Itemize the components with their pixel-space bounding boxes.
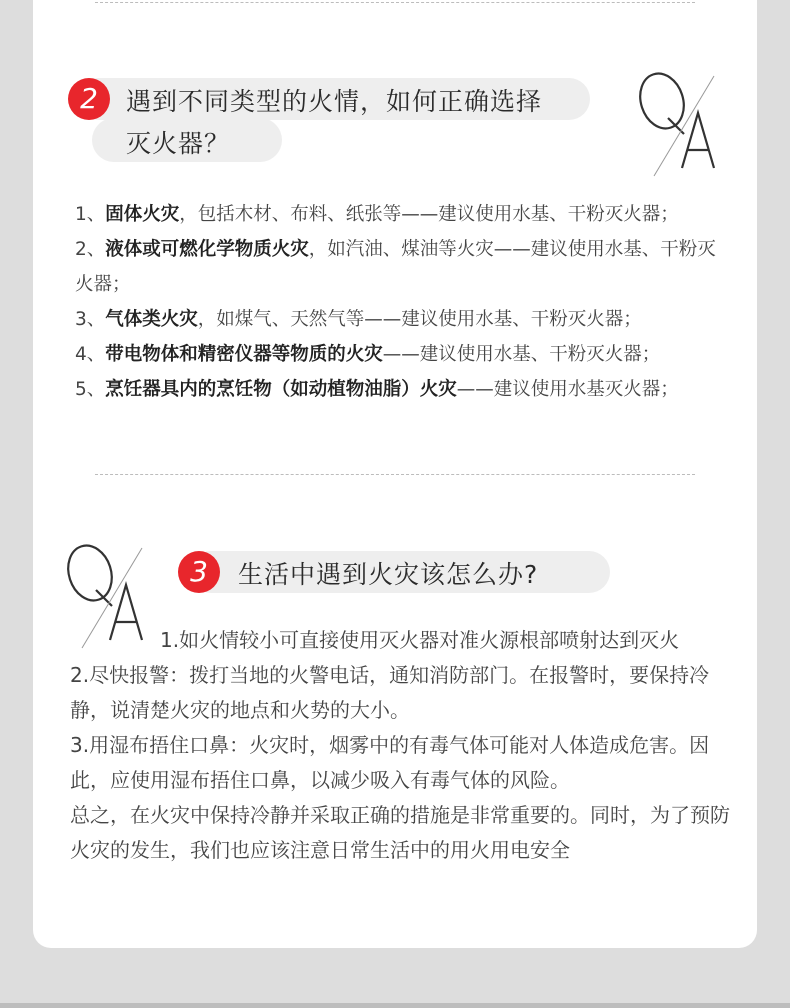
qa-icon [632,68,732,178]
q3-answer-para3: 3.用湿布捂住口鼻：火灾时，烟雾中的有毒气体可能对人体造成危害。因此，应使用湿布捂住口鼻，以减少吸入有毒气体的风险。 [70,733,710,792]
list-item: 1、固体火灾，包括木材、布料、纸张等——建议使用水基、干粉灭火器； [75,204,679,225]
q2-number-badge: 2 [68,78,110,120]
list-item: 4、带电物体和精密仪器等物质的火灾——建议使用水基、干粉灭火器； [75,344,661,365]
divider-top [95,2,695,3]
list-item: 3、气体类火灾，如煤气、天然气等——建议使用水基、干粉灭火器； [75,309,642,330]
q2-extinguisher-list [75,197,725,407]
q3-number-badge: 3 [178,551,220,593]
q3-answer-para2: 2.尽快报警：拨打当地的火警电话，通知消防部门。在报警时，要保持冷静，说清楚火灾的地点和火势的大小。 [70,663,710,722]
q2-title-line2: 灭火器？ [126,129,231,158]
q3-title: 生活中遇到火灾该怎么办? [238,560,539,589]
qa-icon [60,540,160,650]
page-bottom-border [0,1003,790,1008]
divider-middle [95,474,695,475]
q3-answer-summary: 总之，在火灾中保持冷静并采取正确的措施是非常重要的。同时，为了预防火灾的发生，我们也应该注意日常生活中的用火用电安全 [70,803,730,862]
q3-answer-line1: 1.如火情较小可直接使用灭火器对准火源根部喷射达到灭火 [160,628,680,652]
list-item: 2、液体或可燃化学物质火灾，如汽油、煤油等火灾——建议使用水基、干粉灭火器； [75,239,716,295]
q2-title-line1: 遇到不同类型的火情，如何正确选择 [126,87,543,116]
list-item: 5、烹饪器具内的烹饪物（如动植物油脂）火灾——建议使用水基灭火器； [75,379,679,400]
